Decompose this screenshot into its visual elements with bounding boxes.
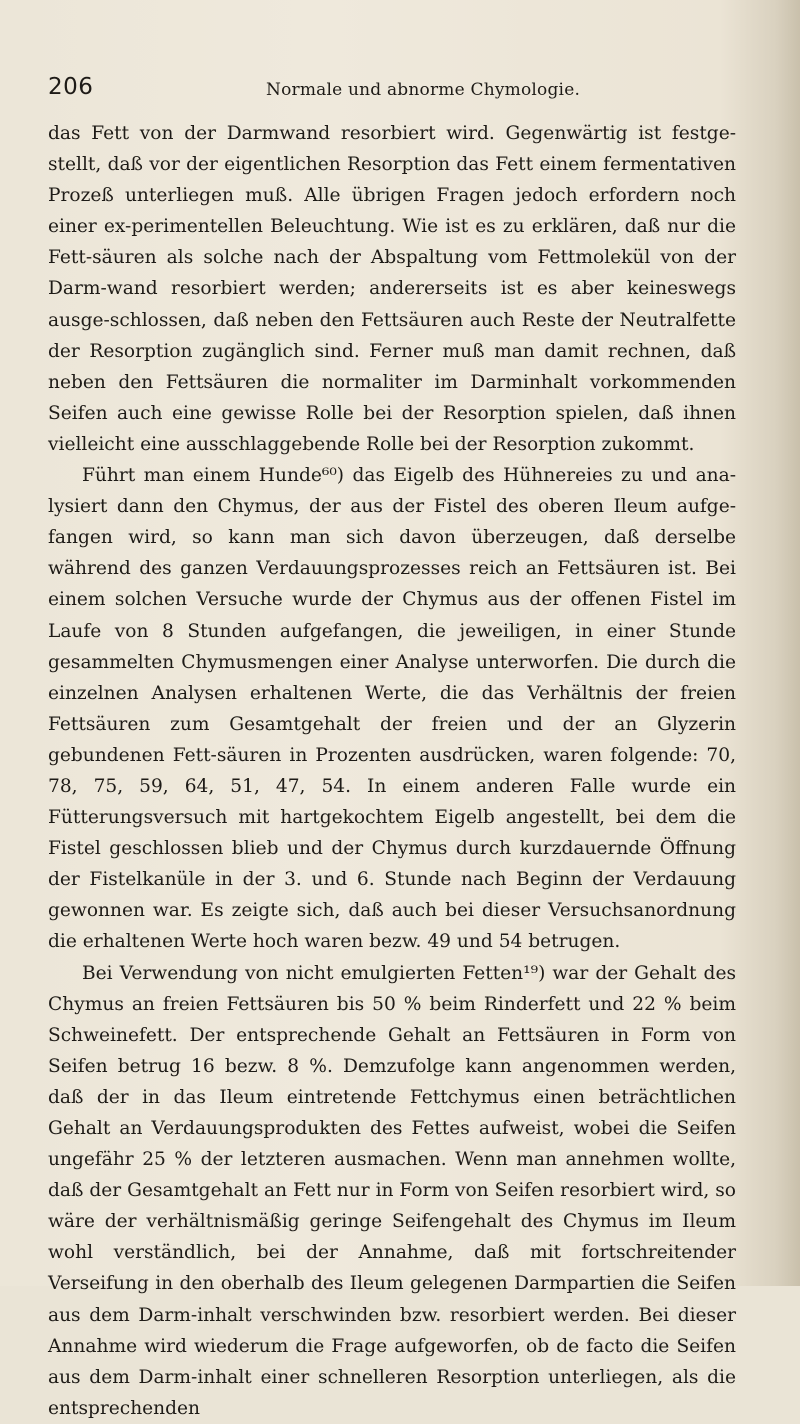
body-text xyxy=(48,118,736,1424)
page-header xyxy=(48,74,748,104)
page-number: 206 xyxy=(48,74,94,100)
paragraph-3: Bei Verwendung von nicht emulgierten Fetten¹⁹) war der Gehalt des Chymus an freien Fettsäuren bis 50 % beim Rinderfett und 22 % beim Schweinefett. Der entsprechende Gehalt an Fettsäuren in Form von Seifen betrug 16 bezw. 8 %. Demzufolge kann angenommen werden, daß der in das Ileum eintretende Fettchymus einen beträchtlichen Gehalt an Verdauungsprodukten des Fettes aufweist, wobei die Seifen ungefähr 25 % der letzteren ausmachen. Wenn man annehmen wollte, daß der Gesamtgehalt an Fett nur in Form von Seifen resorbiert wird, so wäre der verhältnismäßig geringe Seifengehalt des Chymus im Ileum wohl verständlich, bei der Annahme, daß mit fortschreitender Verseifung in den oberhalb des Ileum gelegenen Darmpartien die Seifen aus dem Darm-inhalt verschwinden bzw. resorbiert werden. Bei dieser Annahme wird wiederum die Frage aufgeworfen, ob de facto die Seifen aus dem Darm-inhalt einer schnelleren Resorption unterliegen, als die entsprechenden xyxy=(48,962,736,1419)
paragraph-2: Führt man einem Hunde⁶⁰) das Eigelb des Hühnereies zu und ana-lysiert dann den Chymus, der aus der Fistel des oberen Ileum aufge-fangen wird, so kann man sich davon überzeugen, daß derselbe während des ganzen Verdauungsprozesses reich an Fettsäuren ist. Bei einem solchen Versuche wurde der Chymus aus der offenen Fistel im Laufe von 8 Stunden aufgefangen, die jeweiligen, in einer Stunde gesammelten Chymusmengen einer Analyse unterworfen. Die durch die einzelnen Analysen erhaltenen Werte, die das Verhältnis der freien Fettsäuren zum Gesamtgehalt der freien und der an Glyzerin gebundenen Fett-säuren in Prozenten ausdrücken, waren folgende: 70, 78, 75, 59, 64, 51, 47, 54. In einem anderen Falle wurde ein Fütterungsversuch mit hartgekochtem Eigelb angestellt, bei dem die Fistel geschlossen blieb und der Chymus durch kurzdauernde Öffnung der Fistelkanüle in der 3. und 6. Stunde nach Beginn der Verdauung gewonnen war. Es zeigte sich, daß auch bei dieser Versuchsanordnung die erhaltenen Werte hoch waren bezw. 49 und 54 betrugen. xyxy=(48,465,736,953)
running-title: Normale und abnorme Chymologie. xyxy=(266,80,581,100)
paragraph-1: das Fett von der Darmwand resorbiert wird. Gegenwärtig ist festge-stellt, daß vor der eigentlichen Resorption das Fett einem fermentativen Prozeß unterliegen muß. Alle übrigen Fragen jedoch erfordern noch einer ex-perimentellen Beleuchtung. Wie ist es zu erklären, daß nur die Fett-säuren als solche nach der Abspaltung vom Fettmolekül von der Darm-wand resorbiert werden; andererseits ist es aber keineswegs ausge-schlossen, daß neben den Fettsäuren auch Reste der Neutralfette der Resorption zugänglich sind. Ferner muß man damit rechnen, daß neben den Fettsäuren die normaliter im Darminhalt vorkommenden Seifen auch eine gewisse Rolle bei der Resorption spielen, daß ihnen vielleicht eine ausschlaggebende Rolle bei der Resorption zukommt. xyxy=(48,123,736,455)
